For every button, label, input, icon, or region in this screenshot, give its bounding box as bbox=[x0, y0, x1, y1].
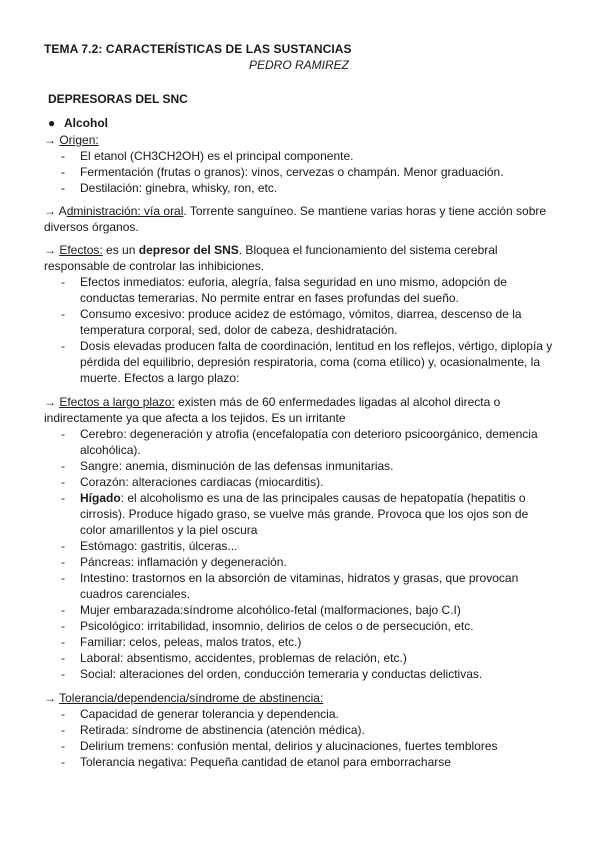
long-term-paragraph bbox=[44, 394, 556, 426]
long-term-label: Efectos a largo plazo: bbox=[59, 395, 175, 409]
list-item: - Mujer embarazada:síndrome alcohólico-fetal (malformaciones, bajo C.I) bbox=[44, 602, 556, 618]
administration-paragraph bbox=[44, 203, 556, 235]
bullet-icon: ● bbox=[48, 116, 56, 130]
arrow-icon: → bbox=[44, 691, 60, 705]
long-term-text: existen más de 60 enfermedades ligadas al alcohol directa o indirectamente ya que afecta a los tejidos. Es un irritante bbox=[44, 395, 501, 425]
administration-block bbox=[44, 203, 556, 235]
list-item: - Destilación: ginebra, whisky, ron, etc. bbox=[44, 180, 556, 196]
effects-label: Efectos: bbox=[59, 243, 103, 257]
administration-label: dministración: vía oral bbox=[66, 204, 184, 218]
origin-block bbox=[44, 132, 556, 196]
tolerance-heading bbox=[44, 690, 556, 706]
arrow-icon: → bbox=[44, 243, 60, 257]
list-item: - Capacidad de generar tolerancia y dependencia. bbox=[44, 706, 556, 722]
list-item: - Fermentación (frutas o granos): vinos, cervezas o champán. Menor graduación. bbox=[44, 164, 556, 180]
tolerance-label: Tolerancia/dependencia/síndrome de abstinencia: bbox=[59, 691, 324, 705]
long-term-list bbox=[44, 426, 556, 682]
effects-block bbox=[44, 242, 556, 386]
list-item: - Cerebro: degeneración y atrofia (encefalopatía con deterioro psicoorgánico, demencia alcohólica). bbox=[44, 426, 556, 458]
author-name: PEDRO RAMIREZ bbox=[249, 58, 350, 72]
list-item: - Corazón: alteraciones cardiacas (miocarditis). bbox=[44, 474, 556, 490]
substance-name: Alcohol bbox=[64, 116, 108, 130]
arrow-icon: → bbox=[44, 395, 60, 409]
list-item: - Consumo excesivo: produce acidez de estómago, vómitos, diarrea, descenso de la temperatura corporal, sed, dolor de cabeza, deshidratación. bbox=[44, 306, 556, 338]
list-item: - Páncreas: inflamación y degeneración. bbox=[44, 554, 556, 570]
effects-text: . Bloquea el funcionamiento del sistema cerebral responsable de controlar las inhibiciones. bbox=[44, 243, 498, 273]
list-item: - Dosis elevadas producen falta de coordinación, lentitud en los reflejos, vértigo, diplopía y pérdida del equilibrio, depresión respiratoria, coma (coma etílico) y, ocasionalmente, la muerte. Efectos a largo plazo: bbox=[44, 338, 556, 386]
tolerance-block bbox=[44, 690, 556, 770]
list-item: - Laboral: absentismo, accidentes, problemas de relación, etc.) bbox=[44, 650, 556, 666]
origin-list bbox=[44, 148, 556, 196]
tolerance-list bbox=[44, 706, 556, 770]
list-item: - El etanol (CH3CH2OH) es el principal componente. bbox=[44, 148, 556, 164]
list-item: - Intestino: trastornos en la absorción de vitaminas, hidratos y grasas, que provocan cuadros carenciales. bbox=[44, 570, 556, 602]
list-item: - Sangre: anemia, disminución de las defensas inmunitarias. bbox=[44, 458, 556, 474]
long-term-block bbox=[44, 394, 556, 682]
effects-paragraph bbox=[44, 242, 556, 274]
list-item: - Psicológico: irritabilidad, insomnio, delirios de celos o de persecución, etc. bbox=[44, 618, 556, 634]
effects-bold: depresor del SNS bbox=[138, 243, 239, 257]
effects-pre: es un bbox=[102, 243, 139, 257]
substance-heading bbox=[48, 116, 108, 130]
list-item: - Delirium tremens: confusión mental, delirios y alucinaciones, fuertes temblores bbox=[44, 738, 556, 754]
effects-list bbox=[44, 274, 556, 386]
document-title: TEMA 7.2: CARACTERÍSTICAS DE LAS SUSTANCIAS bbox=[44, 42, 352, 56]
administration-text: . Torrente sanguíneo. Se mantiene varias horas y tiene acción sobre diversos órganos. bbox=[44, 204, 547, 234]
list-item: - Efectos inmediatos: euforia, alegría, falsa seguridad en uno mismo, adopción de conductas temerarias. No permite entrar en fases profundas del sueño. bbox=[44, 274, 556, 306]
section-heading: DEPRESORAS DEL SNC bbox=[48, 92, 188, 106]
arrow-icon: → A bbox=[44, 204, 67, 218]
origin-heading bbox=[44, 132, 556, 148]
list-item: - Social: alteraciones del orden, conducción temeraria y conductas delictivas. bbox=[44, 666, 556, 682]
origin-label: Origen: bbox=[59, 133, 99, 147]
list-item: - Familiar: celos, peleas, malos tratos, etc.) bbox=[44, 634, 556, 650]
arrow-icon: → bbox=[44, 133, 60, 147]
list-item: - Tolerancia negativa: Pequeña cantidad de etanol para emborracharse bbox=[44, 754, 556, 770]
list-item: - Hígado: el alcoholismo es una de las principales causas de hepatopatía (hepatitis o cirrosis). Produce hígado graso, se vuelve más grande. Provoca que los ojos son de color amarillentos y la piel oscura bbox=[44, 490, 556, 538]
list-item: - Estómago: gastritis, úlceras... bbox=[44, 538, 556, 554]
list-item: - Retirada: síndrome de abstinencia (atención médica). bbox=[44, 722, 556, 738]
